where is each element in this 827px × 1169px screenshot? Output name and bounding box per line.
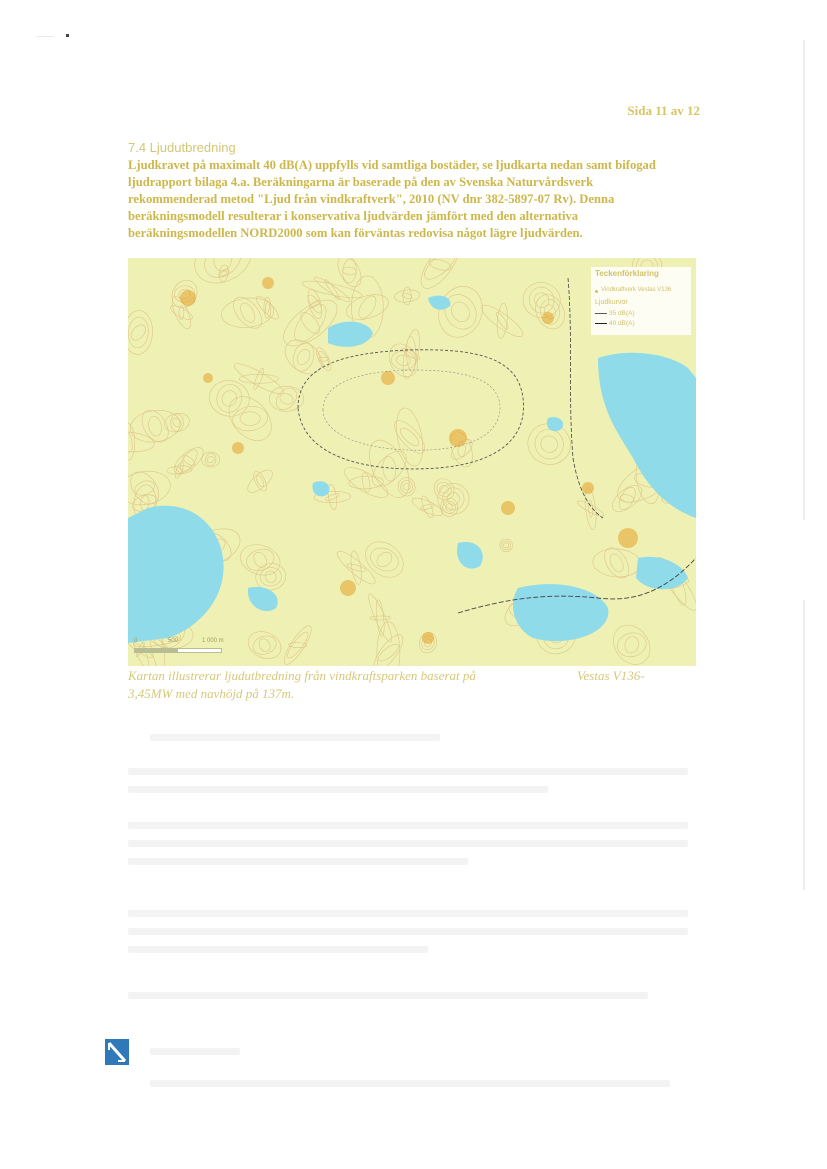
legend-item-40: 40 dB(A) xyxy=(595,320,635,327)
faint-text-line xyxy=(150,1048,240,1055)
faint-text-line xyxy=(128,928,688,935)
caption-line2: 3,45MW med navhöjd på 137m. xyxy=(128,686,295,701)
scan-edge xyxy=(803,600,805,890)
caption-left: Kartan illustrerar ljudutbredning från vindkraftsparken baserat på xyxy=(128,668,476,683)
faint-text-line xyxy=(128,840,688,847)
faint-text-line xyxy=(128,992,648,999)
figure-caption xyxy=(128,667,698,701)
faint-text-line xyxy=(128,786,548,793)
noise-map xyxy=(128,258,696,666)
scale-tick: 0 xyxy=(134,638,138,644)
faint-text-line xyxy=(128,768,688,775)
faint-text-line xyxy=(150,1080,670,1087)
faint-text-line xyxy=(128,910,688,917)
scale-tick: 500 xyxy=(168,638,179,644)
scale-tick: 1 000 m xyxy=(202,638,224,644)
page-number: Sida 11 av 12 xyxy=(627,103,700,118)
faint-text-line xyxy=(128,822,688,829)
scan-dot xyxy=(66,34,69,37)
faint-text-line xyxy=(128,858,468,865)
caption-right: Vestas V136- xyxy=(577,668,645,683)
section-heading: 7.4 Ljudutbredning xyxy=(128,140,236,155)
map-legend xyxy=(591,267,691,335)
legend-subtitle: Ljudkurvor xyxy=(595,299,628,306)
scan-mark xyxy=(36,36,54,37)
scan-edge xyxy=(803,40,805,520)
corner-logo-icon xyxy=(104,1038,130,1066)
faint-text-line xyxy=(150,734,440,741)
intro-paragraph: Ljudkravet på maximalt 40 dB(A) uppfylls vid samtliga bostäder, se ljudkarta nedan samt bifogad ljudrapport bilaga 4.a. Beräkningarna är baserade på den av Svenska Naturvårdsverk rekommenderad metod "Ljud från vindkraftverk", 2010 (NV dnr 382-5897-07 Rv). Denna beräkningsmodell resulterar i konservativa ljudvärden jämfört med den alternativa beräkningsmodellen NORD2000 som kan förväntas redovisa något lägre ljudvärden. xyxy=(128,158,656,240)
faint-text-line xyxy=(128,946,428,953)
legend-title: Teckenförklaring xyxy=(595,269,659,278)
turbine-icon xyxy=(595,290,598,293)
legend-turbine: Vindkraftverk Vestas V136 xyxy=(601,287,672,293)
legend-item-35: 35 dB(A) xyxy=(595,310,635,317)
scale-bar xyxy=(132,636,232,660)
